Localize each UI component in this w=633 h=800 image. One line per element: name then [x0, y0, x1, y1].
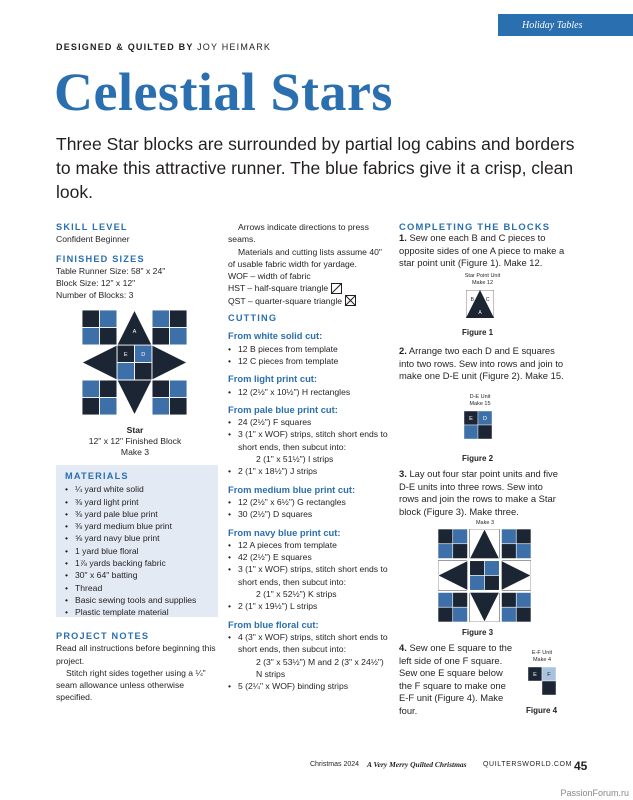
figure-1-caption: Figure 1 [462, 328, 494, 337]
hst-definition: HST – half-square triangle [228, 283, 329, 294]
cutting-list [228, 343, 390, 368]
middle-column [228, 221, 390, 692]
step-2 [399, 345, 564, 383]
figure-2-caption: Figure 2 [462, 454, 494, 463]
cutting-item-text: 24 (2½") F squares [238, 417, 312, 428]
figure-2-de-unit [464, 411, 492, 439]
cutting-item-text: 2 (1" x 18½") J strips [238, 466, 318, 477]
materials-list [65, 483, 218, 618]
cutting-item [228, 539, 390, 551]
hst-row [228, 282, 390, 294]
figure-1-label [440, 273, 525, 287]
step-2-number: 2. [399, 345, 407, 356]
material-item: • Thread [65, 582, 218, 594]
block-caption-title: Star [126, 425, 144, 435]
cutting-item-text: 3 (1" x WOF) strips, stitch short ends to short ends, then subcut into: [238, 429, 388, 452]
notes-heading: PROJECT NOTES [56, 631, 150, 641]
figure-4-label-line1: E-F Unit [531, 650, 553, 656]
cutting-item-text: 4 (3" x WOF) strips, stitch short ends to short ends, then subcut into: [238, 631, 388, 655]
material-item: • Plastic template material [65, 606, 218, 618]
step-4-number: 4. [399, 642, 407, 653]
cutting-item [228, 563, 390, 600]
project-notes [56, 630, 221, 704]
fig4-label-f [547, 672, 551, 678]
figure-3-caption: Figure 3 [462, 628, 494, 637]
material-item: • 30" x 64" batting [65, 569, 218, 581]
notes-paragraph-2: Stitch right sides together using a ¼" seam allowance unless otherwise specified. [56, 667, 206, 703]
cutting-item-text: 30 (2½") D squares [238, 509, 313, 520]
cutting-item-text: 3 (1" x WOF) strips, stitch short ends to short ends, then subcut into: [238, 564, 388, 587]
materials-box [56, 465, 218, 617]
cutting-item-text: 2 (1" x 19½") L strips [238, 601, 318, 612]
cutting-group-heading: From pale blue print cut: [228, 403, 338, 415]
material-item: • ⅜ yard pale blue print [65, 508, 218, 520]
cutting-group-heading: From blue floral cut: [228, 618, 319, 630]
figure-2-label-line1: D-E Unit [469, 394, 491, 400]
cutting-item-text: 12 B pieces from template [238, 343, 338, 354]
figure-4-label [522, 650, 562, 664]
size-runner: Table Runner Size: 58" x 24" [56, 265, 166, 276]
hst-icon [331, 283, 342, 294]
figure-3-star-layout [438, 529, 531, 622]
cutting-item [228, 386, 390, 398]
step-1-number: 1. [399, 232, 407, 243]
material-item: • 1 yard blue floral [65, 545, 218, 557]
cutting-list [228, 631, 390, 692]
cutting-item-text: 12 (2½" x 6½") G rectangles [238, 496, 346, 507]
cutting-group-heading: From white solid cut: [228, 330, 323, 342]
left-column-top [56, 221, 221, 302]
completing-heading: COMPLETING THE BLOCKS [399, 221, 551, 232]
cutting-item [228, 343, 390, 355]
fig2-label-e [469, 416, 473, 422]
figure-4-label-line2: Make 4 [532, 657, 552, 663]
block-label-a [133, 329, 137, 335]
block-caption-size: 12" x 12" Finished Block [88, 436, 182, 446]
footer-issue: Christmas 2024 [310, 761, 360, 768]
step-1 [399, 232, 579, 270]
block-caption-count: Make 3 [120, 447, 150, 457]
figure-1-label-line1: Star Point Unit [464, 273, 501, 279]
footer-magazine: A Very Merry Quilted Christmas [367, 760, 467, 769]
section-tab: Holiday Tables [498, 14, 633, 36]
material-item: • Basic sewing tools and supplies [65, 594, 218, 606]
byline-author: JOY HEIMARK [197, 42, 272, 52]
materials-heading: MATERIALS [65, 471, 129, 481]
cutting-item [228, 680, 390, 692]
cutting-subitem: 2 (3" x 53½") M and 2 (3" x 24½") N strips [256, 656, 384, 679]
sizes-heading: FINISHED SIZES [56, 253, 145, 264]
block-label-b [144, 338, 148, 344]
figure-1-star-point-unit [466, 290, 494, 318]
material-item: • ¼ yard white solid [65, 483, 218, 495]
cutting-subitem: 2 (1" x 52½") K strips [256, 589, 337, 600]
cutting-item-text: 12 (2½" x 10½") H rectangles [238, 386, 351, 397]
arrows-note: Arrows indicate directions to press seams. [228, 222, 369, 245]
size-count: Number of Blocks: 3 [56, 290, 134, 301]
page-number: 45 [574, 759, 588, 773]
qst-icon [345, 295, 356, 306]
cutting-group-heading: From medium blue print cut: [228, 483, 356, 495]
cutting-item-text: 42 (2½") E squares [238, 552, 312, 563]
cutting-item [228, 631, 390, 680]
qst-definition: QST – quarter-square triangle [228, 295, 343, 306]
cutting-group-heading: From light print cut: [228, 373, 318, 385]
cutting-item [228, 428, 390, 465]
materials-note: Materials and cutting lists assume 40" of usable fabric width for yardage. [228, 246, 382, 269]
block-label-e [124, 352, 128, 358]
cutting-item [228, 355, 390, 367]
notes-paragraph-1: Read all instructions before beginning this project. [56, 643, 216, 666]
block-label-d [141, 352, 145, 358]
right-column [399, 221, 579, 270]
figure-2-label [450, 394, 510, 408]
byline-prefix: DESIGNED & QUILTED BY [56, 42, 194, 52]
figure-3-label: Make 3 [475, 520, 495, 526]
fig1-label-c [486, 297, 490, 303]
skill-value: Confident Beginner [56, 234, 130, 245]
cutting-list [228, 416, 390, 477]
star-block-diagram [82, 310, 187, 415]
material-item: • ⅝ yard navy blue print [65, 532, 218, 544]
cutting-group-heading: From navy blue print cut: [228, 526, 341, 538]
material-item: • ⅜ yard light print [65, 496, 218, 508]
cutting-item-text: 5 (2¼" x WOF) binding strips [238, 681, 349, 692]
footer-site: QUILTERSWORLD.COM [483, 761, 573, 768]
fig2-label-d [483, 416, 487, 422]
cutting-groups [228, 330, 390, 692]
page-title: Celestial Stars [54, 62, 393, 122]
fig1-label-b [471, 297, 475, 303]
material-item: • ⅜ yard medium blue print [65, 520, 218, 532]
cutting-item-text: 12 C pieces from template [238, 355, 339, 366]
cutting-item [228, 416, 390, 428]
cutting-item [228, 508, 390, 520]
block-caption [60, 425, 210, 458]
skill-heading: SKILL LEVEL [56, 222, 128, 232]
cutting-subitem: 2 (1" x 51½") I strips [256, 454, 334, 465]
step-1-text: Sew one each B and C pieces to opposite sides of one A piece to make a star point unit (Figure 1). Make 12. [399, 232, 565, 269]
watermark: PassionForum.ru [560, 788, 629, 798]
material-item: • 1⅞ yards backing fabric [65, 557, 218, 569]
size-block: Block Size: 12" x 12" [56, 278, 136, 289]
block-label-c [121, 338, 125, 344]
step-3 [399, 468, 564, 518]
step-3-text: Lay out four star point units and five D-E units into three rows. Sew into rows and join the rows to make a Star block (Figure 3). Make three. [399, 468, 558, 517]
cutting-list [228, 496, 390, 521]
step-3-number: 3. [399, 468, 407, 479]
step-4 [399, 642, 517, 718]
cutting-list [228, 539, 390, 613]
figure-4-caption: Figure 4 [526, 706, 558, 715]
qst-row [228, 295, 390, 307]
fig4-label-e [533, 672, 537, 678]
intro-text: Three Star blocks are surrounded by partial log cabins and borders to make this attractive runner. The blue fabrics give it a crisp, clean look. [56, 134, 575, 202]
figure-1-label-line2: Make 12 [471, 280, 494, 286]
cutting-item [228, 600, 390, 612]
cutting-item [228, 496, 390, 508]
cutting-item [228, 551, 390, 563]
fig1-label-a [478, 310, 482, 316]
cutting-list [228, 386, 390, 398]
figure-4-ef-unit [528, 667, 556, 695]
cutting-item [228, 465, 390, 477]
wof-definition: WOF – width of fabric [228, 271, 311, 282]
cutting-item-text: 12 A pieces from template [238, 539, 337, 550]
byline [56, 42, 271, 52]
figure-2-label-line2: Make 15 [469, 401, 491, 407]
step-2-text: Arrange two each D and E squares into two rows. Sew into rows and join to make one D-E unit (Figure 2). Make 15. [399, 345, 564, 382]
step-4-text: Sew one E square to the left side of one F square. Sew one E square below the F square to make one E-F unit (Figure 4). Make four. [399, 642, 513, 716]
cutting-heading: CUTTING [228, 313, 278, 324]
